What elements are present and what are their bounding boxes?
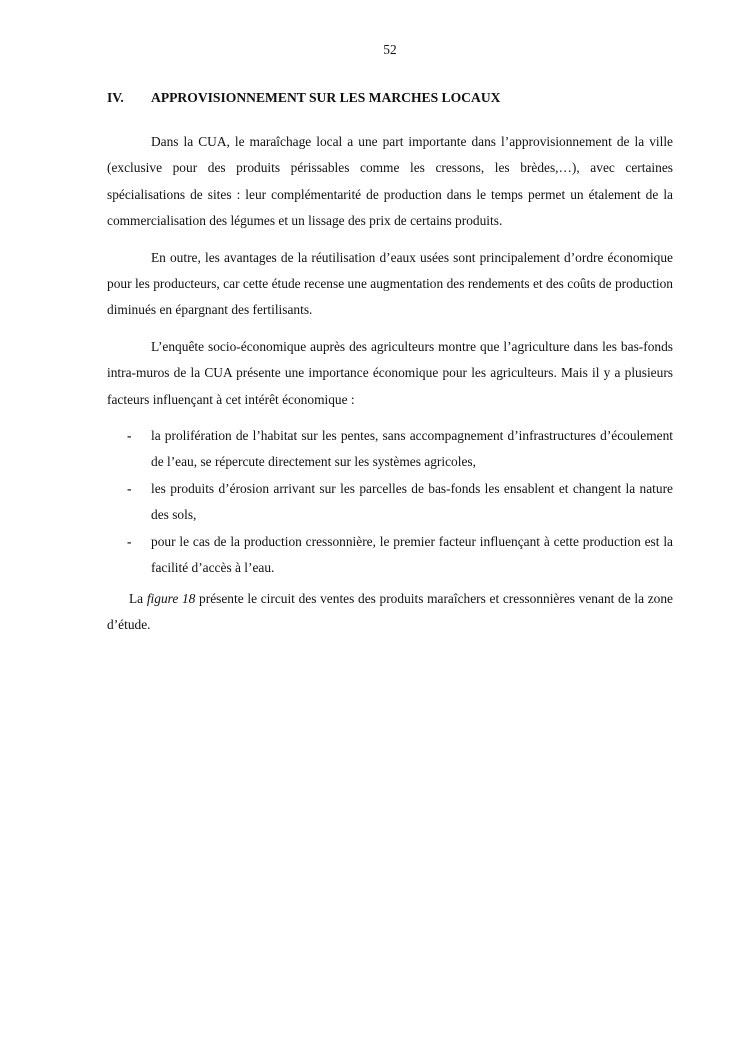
list-item-text: les produits d’érosion arrivant sur les parcelles de bas-fonds les ensablent et changent la nature des sols, — [151, 480, 673, 523]
factor-list — [107, 423, 673, 581]
list-item — [107, 423, 673, 476]
list-item — [107, 476, 673, 529]
closing-suffix: présente le circuit des ventes des produits maraîchers et cressonnières venant de la zone d’étude. — [107, 590, 673, 632]
list-bullet: - — [127, 533, 132, 549]
figure-reference: figure 18 — [146, 590, 196, 606]
body-text — [107, 129, 673, 648]
paragraph: Dans la CUA, le maraîchage local a une part importante dans l’approvisionnement de la ville (exclusive pour des produits périssables comme les cressons, les brèdes,…), avec certaines spécialisations de sites : leur complémentarité de production dans le temps permet un étalement de la commercialisation des légumes et un lissage des prix de certains produits. — [107, 134, 673, 229]
paragraph: En outre, les avantages de la réutilisation d’eaux usées sont principalement d’ordre économique pour les producteurs, car cette étude recense une augmentation des rendements et des coûts de production diminués en épargnant des fertilisants. — [107, 249, 673, 318]
list-item-text: pour le cas de la production cressonnière, le premier facteur influençant à cette production est la facilité d’accès à l’eau. — [151, 533, 673, 576]
section-heading — [107, 90, 674, 106]
list-item-text: la prolifération de l’habitat sur les pentes, sans accompagnement d’infrastructures d’écoulement de l’eau, se répercute directement sur les systèmes agricoles, — [151, 428, 673, 470]
page-number: 52 — [383, 42, 397, 57]
list-bullet: - — [127, 480, 132, 496]
list-item — [107, 529, 673, 582]
section-title: APPROVISIONNEMENT SUR LES MARCHES LOCAUX — [151, 90, 501, 105]
closing-prefix: La — [129, 590, 147, 606]
section-number: IV. — [107, 90, 124, 105]
paragraph: L’enquête socio-économique auprès des agriculteurs montre que l’agriculture dans les bas-fonds intra-muros de la CUA présente une importance économique pour les agriculteurs. Mais il y a plusieurs facteurs influençant à cet intérêt économique : — [107, 338, 673, 407]
closing-paragraph — [107, 586, 673, 639]
list-bullet: - — [127, 428, 132, 444]
